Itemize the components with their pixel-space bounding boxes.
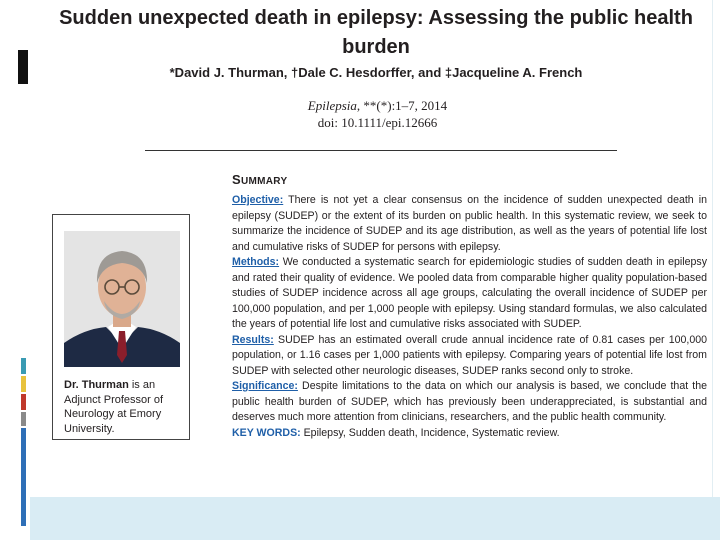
keywords-label: KEY WORDS: <box>232 426 301 439</box>
accent-bar-red <box>21 394 26 410</box>
accent-bar-teal <box>21 358 26 374</box>
author-portrait-illustration <box>64 231 180 367</box>
summary-body <box>232 193 707 441</box>
author-bio-text <box>64 378 186 436</box>
paper-title: Sudden unexpected death in epilepsy: Assessing the public health burden <box>59 7 693 58</box>
objective-paragraph <box>232 193 707 255</box>
journal-issue: , **(*):1–7, 2014 <box>356 98 448 113</box>
divider <box>145 150 617 151</box>
journal-name: Epilepsia <box>307 98 357 113</box>
results-paragraph <box>232 333 707 380</box>
summary-heading-initial: S <box>232 172 241 187</box>
objective-text: There is not yet a clear consensus on the incidence of sudden unexpected death in epilepsy (SUDEP) or the extent of its burden on public health. In this systematic review, we seek to summarize the incidence of SUDEP and its age distribution, as well as the years of potential life lost and cumulative risks of SUDEP for persons with epilepsy. <box>232 194 707 253</box>
methods-paragraph <box>232 255 707 333</box>
keywords-paragraph <box>232 426 707 442</box>
results-label: Results: <box>232 333 274 346</box>
right-guide-line <box>712 0 713 497</box>
accent-bar-gray <box>21 412 26 426</box>
bio-name: Dr. Thurman <box>64 379 129 391</box>
accent-bar-blue <box>21 428 26 526</box>
results-text: SUDEP has an estimated overall crude annual incidence rate of 0.81 cases per 100,000 population, or 1.16 cases per 1,000 patients with epilepsy. Comparing years of potential life lost from SUDEP with selected other neurologic diseases, SUDEP ranks second only to stroke. <box>232 333 707 377</box>
citation-block <box>240 97 515 131</box>
summary-heading <box>232 172 287 187</box>
summary-heading-rest: UMMARY <box>240 176 288 187</box>
slide-bottom-band <box>30 497 720 540</box>
keywords-text: Epilepsy, Sudden death, Incidence, Systematic review. <box>300 426 560 439</box>
significance-paragraph <box>232 379 707 426</box>
author-bio-box <box>52 214 190 440</box>
significance-label: Significance: <box>232 380 298 392</box>
black-accent-bar <box>18 50 28 84</box>
significance-text: Despite limitations to the data on which our analysis is based, we conclude that the public health burden of SUDEP, which has previously been underappreciated, is substantial and deserves much more attention from clinicians, researchers, and the public health community. <box>232 380 707 423</box>
accent-bar-yellow <box>21 376 26 392</box>
bio-description: is an Adjunct Professor of Neurology at Emory University. <box>64 379 164 435</box>
author-photo <box>64 231 180 367</box>
methods-label: Methods: <box>232 256 280 268</box>
doi: doi: 10.1111/epi.12666 <box>317 115 438 130</box>
objective-label: Objective: <box>232 194 284 206</box>
methods-text: We conducted a systematic search for epidemiologic studies of sudden death in epilepsy and rated their quality of evidence. We pooled data from comparable higher quality population-based studies of SUDEP incidence across all age groups, calculating the overall incidence of SUDEP per 100,000 population, and per 1,000 people with epilepsy. Using standard formulas, we also calculated the years of potential life lost and cumulative risks associated with SUDEP. <box>232 256 707 330</box>
journal-line <box>240 97 515 114</box>
author-list: *David J. Thurman, †Dale C. Hesdorffer, and ‡Jacqueline A. French <box>169 65 583 80</box>
